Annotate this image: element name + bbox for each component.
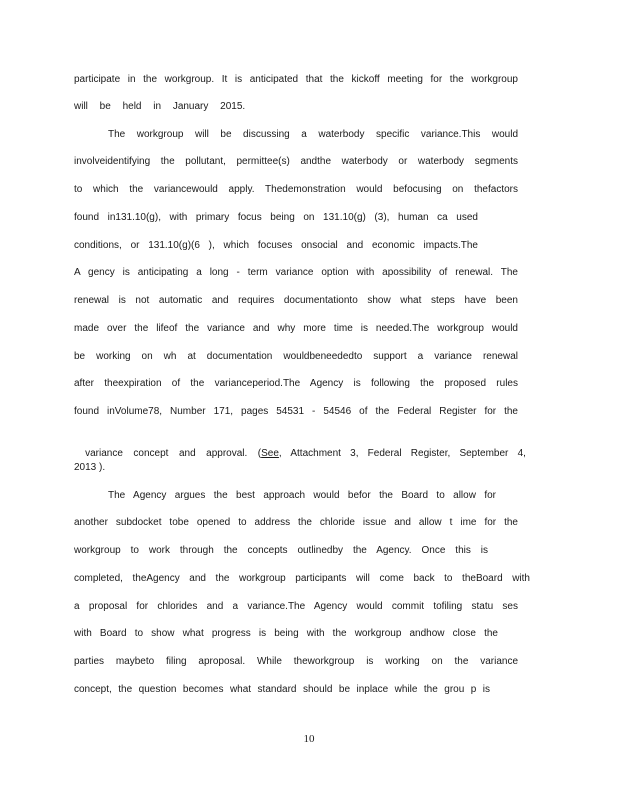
text-line: will be held in January 2015. [74, 101, 246, 112]
text-line: to which the variancewould apply. Thedemonstration would befocusing on thefactors [74, 184, 518, 195]
text-line: another subdocket tobe opened to address the chloride issue and allow t ime for the [74, 517, 518, 528]
text-line: be working on wh at documentation wouldbeneededto support a variance renewal [74, 351, 518, 362]
page-number: 10 [303, 733, 315, 745]
text-line: found inVolume78, Number 171, pages 54531 - 54546 of the Federal Register for the [74, 406, 518, 417]
text-line: found in131.10(g), with primary focus being on 131.10(g) (3), human ca used [74, 212, 478, 223]
text-line-with-citation [74, 433, 526, 459]
text-line: completed, theAgency and the workgroup participants will come back to theBoard with [74, 573, 530, 584]
text-line: a proposal for chlorides and a variance.The Agency would commit tofiling statu ses [74, 601, 518, 612]
text-line: involveidentifying the pollutant, permittee(s) andthe waterbody or waterbody segments [74, 156, 518, 167]
text-line: made over the lifeof the variance and why more time is needed.The workgroup would [74, 323, 518, 334]
text-segment: , Attachment 3, Federal Register, September 4, [278, 448, 526, 459]
citation-see: See [261, 448, 279, 459]
text-line: parties maybeto filing aproposal. While theworkgroup is working on the variance [74, 656, 518, 667]
text-line: 2013 ). [74, 462, 106, 473]
text-line: A gency is anticipating a long - term variance option with apossibility of renewal. The [74, 267, 518, 278]
text-line: The workgroup will be discussing a waterbody specific variance.This would [108, 129, 518, 140]
text-line: The Agency argues the best approach would befor the Board to allow for [108, 490, 496, 501]
text-line: after theexpiration of the varianceperiod.The Agency is following the proposed rules [74, 378, 518, 389]
text-line: workgroup to work through the concepts outlinedby the Agency. Once this is [74, 545, 488, 556]
text-line: participate in the workgroup. It is anticipated that the kickoff meeting for the workgroup [74, 74, 518, 85]
text-line: renewal is not automatic and requires documentationto show what steps have been [74, 295, 518, 306]
text-segment: variance concept and approval. ( [85, 448, 262, 459]
text-line: concept, the question becomes what standard should be inplace while the grou p is [74, 684, 490, 695]
text-line: conditions, or 131.10(g)(6 ), which focuses onsocial and economic impacts.The [74, 240, 478, 251]
text-line: with Board to show what progress is being with the workgroup andhow close the [74, 628, 498, 639]
